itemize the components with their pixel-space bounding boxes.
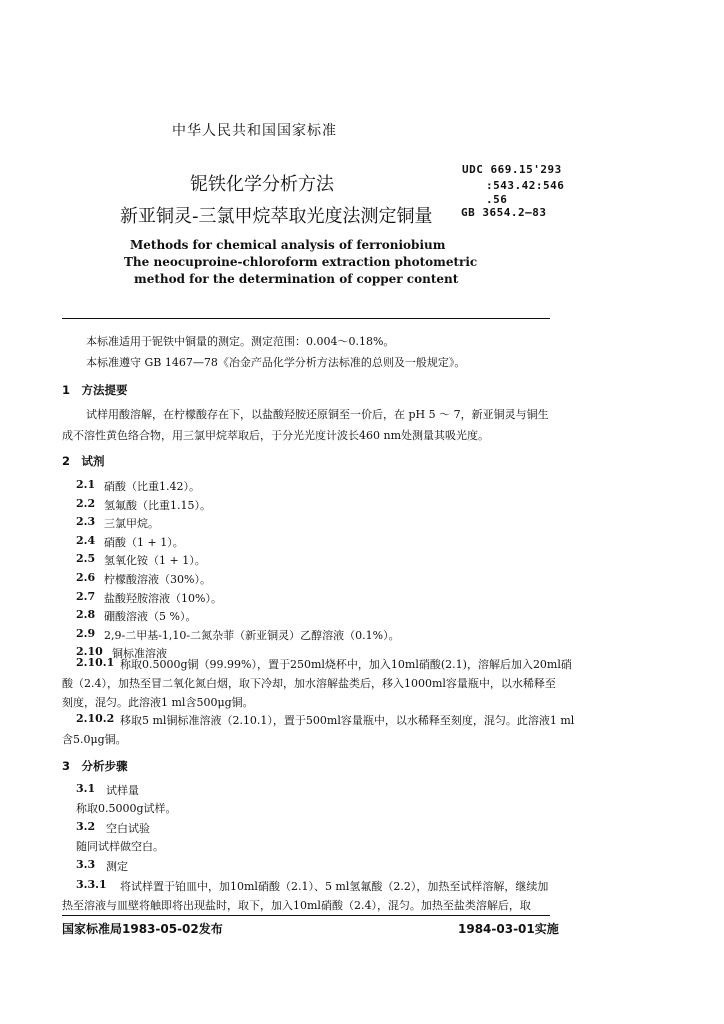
item-2-10-1-line2: 酸（2.4），加热至冒二氧化氮白烟，取下冷却，加水溶解盐类后，移入1000ml容量瓶中，以水稀释至 [62,677,556,690]
reagent-number: 2.5 [76,552,96,565]
reagent-number: 2.4 [76,534,96,547]
reagent-text: 氢氧化铵（1 + 1）。 [104,554,206,567]
reagent-text: 硝酸（比重1.42）。 [104,480,200,493]
issue-date: 国家标准局1983-05-02发布 [62,922,223,936]
reagent-number: 2.2 [76,497,96,510]
section-1-heading: 1 方法提要 [62,383,128,397]
item-3-3-1-number: 3.3.1 [76,878,107,891]
udc-code-cont-2: .56 [486,193,508,206]
section-2-heading: 2 试剂 [62,454,105,468]
footer-divider [62,915,550,916]
english-title-line3: method for the determination of copper content [134,272,459,286]
reagent-text: 盐酸羟胺溶液（10%）。 [104,592,222,605]
item-2-10-1-number: 2.10.1 [76,656,115,669]
item-3-3-1-line2: 热至溶液与皿壁将触即将出现盐时，取下，加入10ml硝酸（2.4），混匀。加热至盐类溶解后，取 [62,899,531,912]
item-3-2-title: 空白试验 [106,822,150,835]
reagent-text: 氢氟酸（比重1.15）。 [104,499,211,512]
english-title-line1: Methods for chemical analysis of ferroniobium [130,238,446,252]
reagent-text: 柠檬酸溶液（30%）。 [104,573,211,586]
section-1-paragraph-line2: 成不溶性黄色络合物，用三氯甲烷萃取后，于分光光度计波长460 nm处测量其吸光度。 [62,429,490,442]
document-subtitle: 新亚铜灵-三氯甲烷萃取光度法测定铜量 [120,206,433,227]
item-2-10-1-line3: 刻度，混匀。此溶液1 ml含500μg铜。 [62,696,254,709]
reagent-number: 2.7 [76,590,96,603]
reagent-text: 硼酸溶液（5 %）。 [104,610,197,623]
item-3-1-number: 3.1 [76,782,96,795]
item-3-1-text: 称取0.5000g试样。 [76,802,177,815]
reagent-number: 2.3 [76,515,96,528]
section-1-paragraph-line1: 试样用酸溶解，在柠檬酸存在下，以盐酸羟胺还原铜至一价后，在 pH 5 ～ 7，新亚铜灵与铜生 [86,408,549,421]
item-3-3-number: 3.3 [76,858,96,871]
reagent-text: 三氯甲烷。 [104,517,159,530]
reagent-number: 2.6 [76,571,96,584]
item-2-10-2-line2: 含5.0μg铜。 [62,733,127,746]
reagent-number: 2.9 [76,627,96,640]
item-2-10-2-line1: 移取5 ml铜标准溶液（2.10.1），置于500ml容量瓶中，以水稀释至刻度，混匀。此溶液1 ml [120,714,575,727]
item-3-2-number: 3.2 [76,820,96,833]
item-2-10-1-line1: 称取0.5000g铜（99.99%），置于250ml烧杯中，加入10ml硝酸(2.1)，溶解后加入20ml硝 [120,658,572,671]
intro-scope: 本标准适用于铌铁中铜量的测定。测定范围：0.004～0.18%。 [86,335,395,348]
standard-header: 中华人民共和国国家标准 [172,123,337,139]
reagent-text: 2,9-二甲基-1,10-二氮杂菲（新亚铜灵）乙醇溶液（0.1%）。 [104,629,400,642]
reagent-number: 2.1 [76,478,96,491]
document-title: 铌铁化学分析方法 [190,174,334,195]
header-divider [62,318,550,319]
intro-compliance: 本标准遵守 GB 1467—78《冶金产品化学分析方法标准的总则及一般规定》。 [86,356,466,369]
section-3-heading: 3 分析步骤 [62,759,128,773]
reagent-text: 铜标准溶液 [112,647,167,660]
item-3-3-title: 测定 [106,860,128,873]
item-3-1-title: 试样量 [106,784,139,797]
effective-date: 1984-03-01实施 [458,922,559,936]
gb-number: GB 3654.2—83 [461,206,547,219]
english-title-line2: The neocuproine-chloroform extraction photometric [124,255,478,269]
item-2-10-2-number: 2.10.2 [76,712,115,725]
reagent-text: 硝酸（1 + 1）。 [104,536,184,549]
reagent-number: 2.10 [76,645,103,658]
item-3-2-text: 随同试样做空白。 [76,840,164,853]
udc-code: UDC 669.15'293 [462,163,562,176]
item-3-3-1-line1: 将试样置于铂皿中，加10ml硝酸（2.1）、5 ml氢氟酸（2.2），加热至试样溶解，继续加 [120,880,549,893]
reagent-number: 2.8 [76,608,96,621]
udc-code-cont: :543.42:546 [486,179,565,192]
